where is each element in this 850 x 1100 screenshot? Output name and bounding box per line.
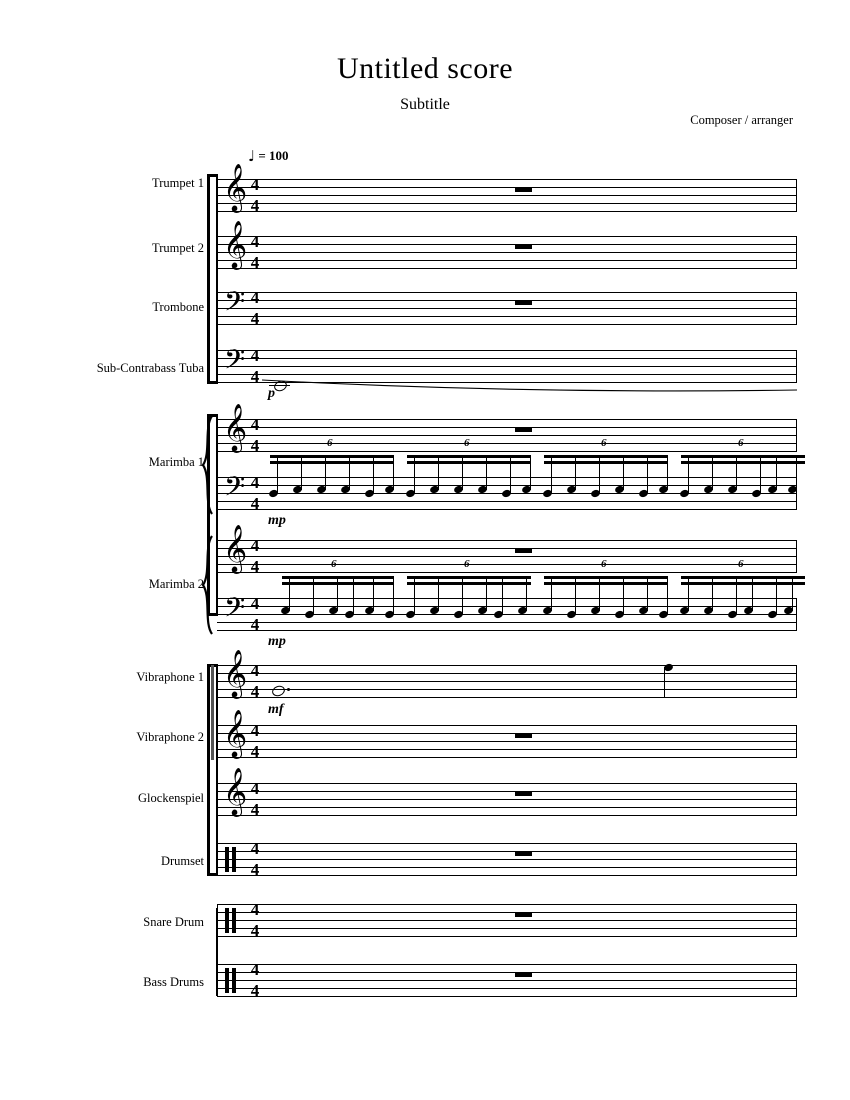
staff-line — [217, 195, 797, 196]
measure-rest[interactable] — [515, 791, 532, 796]
staff-line — [217, 252, 797, 253]
tempo-value: = 100 — [258, 148, 289, 163]
treble-clef-icon: 𝄞 — [223, 163, 248, 211]
note-stem — [373, 456, 374, 494]
time-sig-denominator: 4 — [250, 921, 260, 940]
barline — [796, 236, 797, 269]
staff-line — [217, 912, 797, 913]
time-sig-numerator: 4 — [250, 839, 260, 858]
staff-line — [217, 697, 797, 698]
beam — [270, 461, 394, 464]
instrument-name-marimba-2: Marimba 2 — [148, 577, 204, 591]
treble-clef-icon: 𝄞 — [223, 767, 248, 815]
staff-line — [217, 260, 797, 261]
note-stem — [486, 577, 487, 611]
barline — [796, 292, 797, 325]
staff-line — [217, 308, 797, 309]
time-signature — [247, 593, 263, 635]
beam — [681, 455, 805, 458]
staff-line — [217, 681, 797, 682]
staff-line — [217, 920, 797, 921]
time-signature — [247, 472, 263, 514]
note-stem — [526, 577, 527, 611]
instrument-name-bass-drums: Bass Drums — [143, 975, 204, 989]
barline — [217, 964, 218, 997]
staff-line — [217, 665, 797, 666]
barline — [796, 964, 797, 997]
note-stem — [414, 456, 415, 494]
note-stem — [599, 456, 600, 494]
staff-line — [217, 540, 797, 541]
note-stem — [667, 456, 668, 490]
bass-clef-icon: 𝄢 — [224, 343, 246, 382]
note-stem — [325, 456, 326, 490]
tuplet-number: 6 — [601, 558, 607, 570]
beam — [681, 461, 805, 464]
time-signature — [247, 660, 263, 702]
instrument-name-vibraphone-2: Vibraphone 2 — [136, 730, 204, 744]
staff-line — [217, 564, 797, 565]
note-stem — [551, 456, 552, 494]
measure-rest[interactable] — [515, 187, 532, 192]
time-signature — [247, 535, 263, 577]
note-stem — [301, 456, 302, 490]
note-stem — [438, 456, 439, 490]
instrument-name-trumpet-1: Trumpet 1 — [152, 176, 204, 190]
staff-line — [217, 598, 797, 599]
measure-rest[interactable] — [515, 427, 532, 432]
note-stem — [647, 456, 648, 494]
staff-glockenspiel[interactable] — [217, 767, 797, 819]
time-sig-denominator: 4 — [250, 682, 260, 701]
note-stem — [623, 456, 624, 490]
note-stem — [353, 577, 354, 615]
staff-drumset[interactable] — [217, 839, 797, 879]
staff-line — [217, 622, 797, 623]
score-subtitle: Subtitle — [400, 96, 450, 113]
note-stem — [486, 456, 487, 490]
staff-trumpet-2[interactable] — [217, 220, 797, 272]
time-sig-denominator: 4 — [250, 800, 260, 819]
tuplet-number: 6 — [331, 558, 337, 570]
staff-line — [217, 904, 797, 905]
staff-line — [217, 268, 797, 269]
staff-line — [217, 187, 797, 188]
note-stem — [712, 456, 713, 490]
staff-snare-drum[interactable] — [217, 900, 797, 940]
note-stem — [599, 577, 600, 611]
note-stem — [796, 456, 797, 490]
staff-line — [217, 572, 797, 573]
beam — [407, 582, 531, 585]
percussion-clef-icon — [225, 908, 237, 933]
tuplet-number: 6 — [464, 558, 470, 570]
time-sig-numerator: 4 — [250, 175, 260, 194]
beam — [544, 455, 668, 458]
beam — [407, 455, 531, 458]
staff-line — [217, 419, 797, 420]
note-stem — [575, 577, 576, 615]
bass-clef-icon: 𝄢 — [224, 470, 246, 509]
time-sig-denominator: 4 — [250, 742, 260, 761]
note-stem — [373, 577, 374, 611]
tuplet-number: 6 — [738, 558, 744, 570]
instrument-name-vibraphone-1: Vibraphone 1 — [136, 670, 204, 684]
time-signature — [247, 720, 263, 762]
staff-line — [217, 443, 797, 444]
time-signature — [247, 838, 263, 880]
treble-clef-icon: 𝄞 — [223, 649, 248, 697]
note-stem — [575, 456, 576, 490]
time-sig-denominator: 4 — [250, 981, 260, 1000]
time-signature — [247, 231, 263, 273]
staff-marimba-1-bass[interactable] — [217, 437, 797, 513]
barline — [796, 419, 797, 452]
note-stem — [667, 577, 668, 615]
note-stem — [752, 577, 753, 611]
staff-line — [217, 988, 797, 989]
beam — [544, 576, 668, 579]
note-stem — [551, 577, 552, 611]
beam — [407, 461, 531, 464]
barline — [796, 179, 797, 212]
staff-line — [217, 509, 797, 510]
measure-rest[interactable] — [515, 733, 532, 738]
barline — [217, 904, 218, 937]
time-sig-numerator: 4 — [250, 536, 260, 555]
instrument-name-glockenspiel: Glockenspiel — [138, 791, 204, 805]
barline — [796, 904, 797, 937]
time-sig-numerator: 4 — [250, 232, 260, 251]
note-stem — [792, 577, 793, 611]
staff-line — [217, 964, 797, 965]
staff-line — [217, 843, 797, 844]
staff-vibraphone-1[interactable] — [217, 649, 797, 701]
dynamic-mp-marimba-1: mp — [268, 513, 286, 528]
staff-line — [217, 936, 797, 937]
staff-bass-drums[interactable] — [217, 960, 797, 1000]
note-stem — [502, 577, 503, 615]
time-signature — [247, 899, 263, 941]
time-sig-numerator: 4 — [250, 661, 260, 680]
time-sig-denominator: 4 — [250, 367, 260, 386]
staff-line — [217, 875, 797, 876]
time-sig-numerator: 4 — [250, 288, 260, 307]
dynamic-mp-marimba-2: mp — [268, 634, 286, 649]
staff-line — [217, 300, 797, 301]
time-sig-denominator: 4 — [250, 196, 260, 215]
note-stem — [688, 456, 689, 494]
staff-line — [217, 757, 797, 758]
beam — [544, 461, 668, 464]
time-signature — [247, 959, 263, 1001]
staff-line — [217, 179, 797, 180]
note-stem — [736, 456, 737, 490]
time-sig-numerator: 4 — [250, 960, 260, 979]
staff-line — [217, 851, 797, 852]
staff-line — [217, 725, 797, 726]
note-stem — [776, 456, 777, 490]
bass-clef-icon: 𝄢 — [224, 591, 246, 630]
time-sig-numerator: 4 — [250, 779, 260, 798]
staff-line — [217, 630, 797, 631]
note-stem — [462, 577, 463, 615]
augmentation-dot — [287, 688, 290, 691]
staff-line — [217, 244, 797, 245]
staff-line — [217, 427, 797, 428]
time-signature — [247, 345, 263, 387]
treble-clef-icon: 𝄞 — [223, 524, 248, 572]
staff-line — [217, 673, 797, 674]
note-stem — [760, 456, 761, 494]
time-sig-numerator: 4 — [250, 721, 260, 740]
staff-line — [217, 236, 797, 237]
barline — [796, 843, 797, 876]
staff-line — [217, 477, 797, 478]
staff-line — [217, 451, 797, 452]
time-signature — [247, 287, 263, 329]
tuplet-number: 6 — [738, 437, 744, 449]
time-sig-denominator: 4 — [250, 615, 260, 634]
barline — [796, 665, 797, 698]
staff-line — [217, 859, 797, 860]
time-signature — [247, 414, 263, 456]
note-stem — [393, 456, 394, 490]
note-stem — [277, 456, 278, 494]
treble-clef-icon: 𝄞 — [223, 220, 248, 268]
instrument-name-drumset: Drumset — [160, 854, 204, 868]
dynamic-mf-vibraphone-1: mf — [268, 702, 284, 717]
barline — [796, 783, 797, 816]
time-sig-denominator: 4 — [250, 436, 260, 455]
note-stem — [776, 577, 777, 615]
treble-clef-icon: 𝄞 — [223, 403, 248, 451]
note-stem — [623, 577, 624, 615]
beam — [681, 582, 805, 585]
beam — [681, 576, 805, 579]
tuplet-number: 6 — [464, 437, 470, 449]
note-stem — [510, 456, 511, 494]
time-sig-denominator: 4 — [250, 557, 260, 576]
note-stem — [712, 577, 713, 611]
tempo-note-icon: ♩ — [248, 147, 256, 165]
staff-line — [217, 366, 797, 367]
staff-line — [217, 689, 797, 690]
percussion-clef-icon — [225, 847, 237, 872]
staff-line — [217, 741, 797, 742]
staff-line — [217, 324, 797, 325]
note-stem — [736, 577, 737, 615]
instrument-name-marimba-1: Marimba 1 — [148, 455, 204, 469]
note-stem — [313, 577, 314, 615]
dotted-half-note-head[interactable] — [271, 684, 287, 698]
note-stem — [414, 577, 415, 615]
staff-line — [217, 807, 797, 808]
staff-line — [217, 435, 797, 436]
tempo-marking — [248, 146, 289, 164]
staff-line — [217, 799, 797, 800]
note-stem — [337, 577, 338, 611]
staff-marimba-1-treble[interactable] — [217, 403, 797, 455]
note-stem — [349, 456, 350, 490]
measure-rest[interactable] — [515, 972, 532, 977]
staff-line — [217, 980, 797, 981]
time-sig-numerator: 4 — [250, 346, 260, 365]
score-title: Untitled score — [336, 52, 514, 85]
note-stem — [462, 456, 463, 490]
dynamic-p: p — [268, 386, 275, 401]
staff-trumpet-1[interactable] — [217, 163, 797, 215]
measure-rest[interactable] — [515, 912, 532, 917]
staff-line — [217, 749, 797, 750]
subbracket-vibraphones — [211, 665, 214, 760]
staff-line — [217, 350, 797, 351]
note-stem — [688, 577, 689, 611]
staff-line — [217, 972, 797, 973]
note-stem — [289, 577, 290, 611]
instrument-name-snare-drum: Snare Drum — [143, 915, 204, 929]
staff-marimba-2-treble[interactable] — [217, 524, 797, 576]
staff-line — [217, 733, 797, 734]
barline — [796, 725, 797, 758]
staff-line — [217, 928, 797, 929]
barline — [796, 598, 797, 631]
staff-line — [217, 501, 797, 502]
measure-rest[interactable] — [515, 244, 532, 249]
staff-line — [217, 996, 797, 997]
time-sig-numerator: 4 — [250, 594, 260, 613]
staff-line — [217, 203, 797, 204]
staff-line — [217, 815, 797, 816]
note-stem — [647, 577, 648, 611]
time-sig-denominator: 4 — [250, 253, 260, 272]
staff-line — [217, 292, 797, 293]
staff-marimba-2-bass[interactable] — [217, 558, 797, 634]
note-stem — [530, 456, 531, 490]
staff-line — [217, 316, 797, 317]
time-signature — [247, 778, 263, 820]
time-sig-denominator: 4 — [250, 309, 260, 328]
percussion-clef-icon — [225, 968, 237, 993]
instrument-name-trombone: Trombone — [152, 300, 204, 314]
tuplet-number: 6 — [327, 437, 333, 449]
beam — [270, 455, 394, 458]
measure-rest[interactable] — [515, 300, 532, 305]
time-signature — [247, 174, 263, 216]
beam — [544, 582, 668, 585]
diminuendo-hairpin — [262, 378, 797, 394]
staff-line — [217, 791, 797, 792]
beam — [407, 576, 531, 579]
time-sig-numerator: 4 — [250, 415, 260, 434]
note-stem — [438, 577, 439, 611]
composer-label: Composer / arranger — [690, 113, 793, 127]
note-stem — [664, 667, 665, 698]
tuplet-number: 6 — [601, 437, 607, 449]
staff-line — [217, 374, 797, 375]
measure-rest[interactable] — [515, 851, 532, 856]
staff-line — [217, 867, 797, 868]
time-sig-numerator: 4 — [250, 900, 260, 919]
time-sig-denominator: 4 — [250, 860, 260, 879]
staff-trombone[interactable] — [217, 285, 797, 328]
note-stem — [393, 577, 394, 615]
staff-line — [217, 358, 797, 359]
measure-rest[interactable] — [515, 548, 532, 553]
bass-clef-icon: 𝄢 — [224, 285, 246, 324]
staff-line — [217, 556, 797, 557]
treble-clef-icon: 𝄞 — [223, 709, 248, 757]
instrument-name-tuba: Sub-Contrabass Tuba — [96, 361, 204, 375]
staff-line — [217, 211, 797, 212]
time-sig-denominator: 4 — [250, 494, 260, 513]
staff-line — [217, 783, 797, 784]
instrument-name-trumpet-2: Trumpet 2 — [152, 241, 204, 255]
barline — [796, 540, 797, 573]
staff-line — [217, 548, 797, 549]
time-sig-numerator: 4 — [250, 473, 260, 492]
